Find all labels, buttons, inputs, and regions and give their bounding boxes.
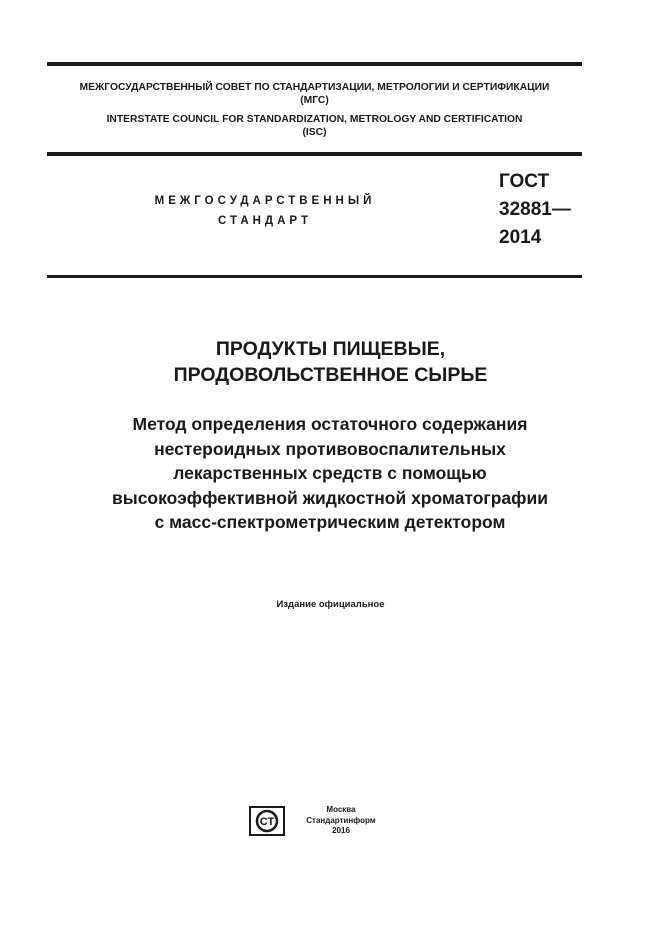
subtitle-line4: высокоэффективной жидкостной хроматографии xyxy=(112,487,548,508)
document-title xyxy=(0,336,661,388)
standard-type-line1: МЕЖГОСУДАРСТВЕННЫЙ xyxy=(154,195,376,207)
council-en-line1: INTERSTATE COUNCIL FOR STANDARDIZATION, METROLOGY AND CERTIFICATION xyxy=(106,114,523,125)
subtitle-line2: нестероидных противовоспалительных xyxy=(154,438,506,459)
edition-note: Издание официальное xyxy=(276,599,385,610)
standard-bottom-rule xyxy=(47,275,582,278)
publisher-name: Стандартинформ xyxy=(306,815,376,825)
top-rule xyxy=(47,62,582,66)
publisher-city: Москва xyxy=(326,805,356,814)
standard-code xyxy=(499,168,571,252)
standard-type xyxy=(100,191,430,231)
title-line2: ПРОДОВОЛЬСТВЕННОЕ СЫРЬЕ xyxy=(173,364,488,386)
standard-code-line2: 32881— xyxy=(499,199,571,220)
council-en-line2: (ISC) xyxy=(302,127,327,138)
standard-code-line3: 2014 xyxy=(499,227,542,248)
publisher-year: 2016 xyxy=(332,826,350,835)
publisher-block xyxy=(296,805,386,837)
header-bottom-rule xyxy=(47,152,582,156)
subtitle-line1: Метод определения остаточного содержания xyxy=(132,414,528,434)
subtitle-line5: с масс-спектрометрическим детектором xyxy=(154,512,506,532)
document-subtitle xyxy=(30,412,630,535)
publisher-logo-text: СТ xyxy=(259,816,275,828)
publisher-logo-icon xyxy=(249,806,285,836)
council-ru-line2: (МГС) xyxy=(300,95,329,106)
title-line1: ПРОДУКТЫ ПИЩЕВЫЕ, xyxy=(215,338,446,360)
standard-code-line1: ГОСТ xyxy=(499,171,550,192)
subtitle-line3: лекарственных средств с помощью xyxy=(173,463,487,483)
standard-type-line2: СТАНДАРТ xyxy=(218,215,312,227)
council-block xyxy=(47,81,582,139)
council-ru-line1: МЕЖГОСУДАРСТВЕННЫЙ СОВЕТ ПО СТАНДАРТИЗАЦИИ, МЕТРОЛОГИИ И СЕРТИФИКАЦИИ xyxy=(79,82,550,93)
